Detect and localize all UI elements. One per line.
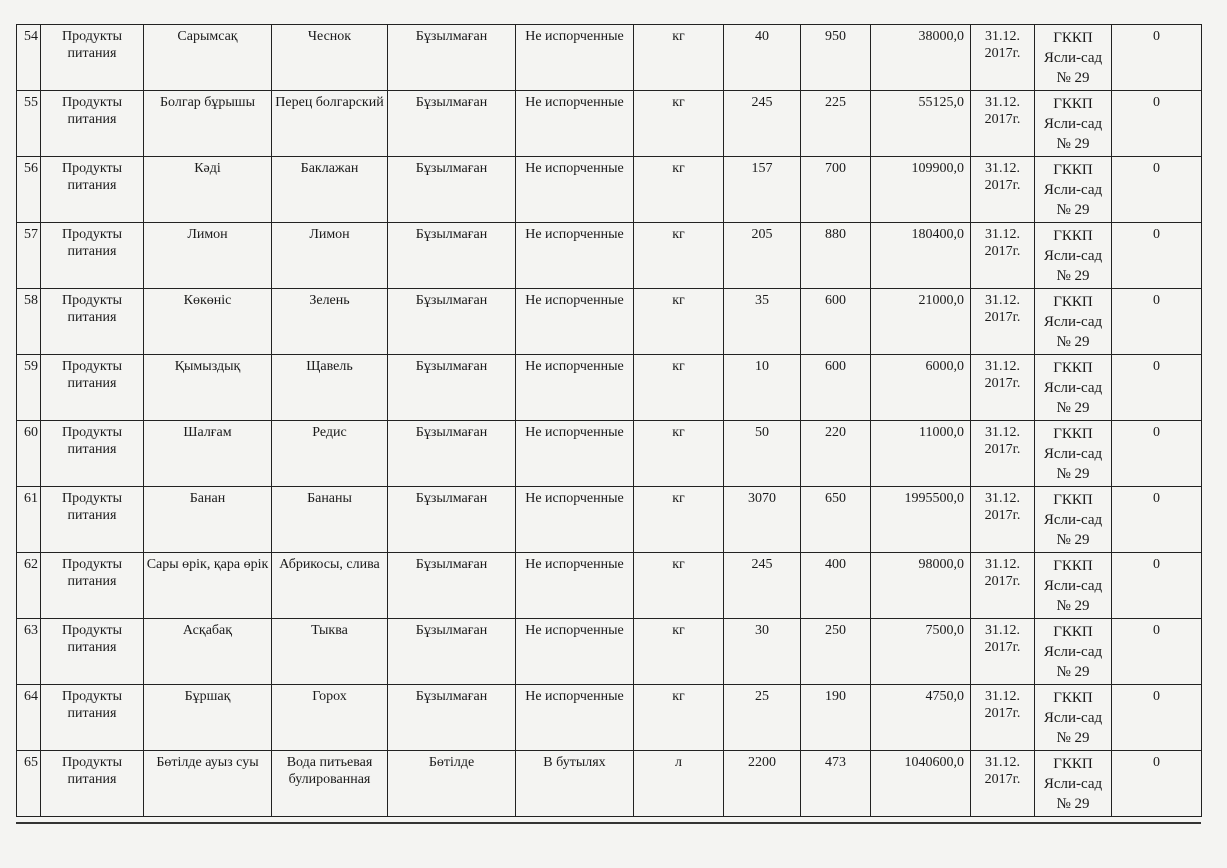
state-ru-cell: Не испорченные	[516, 91, 634, 157]
name-ru-cell: Горох	[272, 685, 388, 751]
date-cell: 31.12. 2017г.	[971, 289, 1035, 355]
table-row	[17, 355, 1202, 421]
date-cell: 31.12. 2017г.	[971, 421, 1035, 487]
sum-cell: 180400,0	[871, 223, 971, 289]
organization-cell: ГККП Ясли-сад № 29	[1035, 223, 1112, 289]
organization-cell: ГККП Ясли-сад № 29	[1035, 487, 1112, 553]
table-row	[17, 289, 1202, 355]
unit-cell: кг	[634, 619, 724, 685]
sum-cell: 21000,0	[871, 289, 971, 355]
state-ru-cell: Не испорченные	[516, 355, 634, 421]
state-kz-cell: Бұзылмаған	[388, 91, 516, 157]
sum-cell: 55125,0	[871, 91, 971, 157]
date-cell: 31.12. 2017г.	[971, 487, 1035, 553]
row-number: 59	[17, 355, 41, 421]
table-row	[17, 25, 1202, 91]
remainder-cell: 0	[1112, 25, 1202, 91]
organization-cell: ГККП Ясли-сад № 29	[1035, 289, 1112, 355]
sum-cell: 98000,0	[871, 553, 971, 619]
row-number: 56	[17, 157, 41, 223]
sum-cell: 38000,0	[871, 25, 971, 91]
row-number: 58	[17, 289, 41, 355]
name-kz-cell: Асқабақ	[144, 619, 272, 685]
category-cell: Продукты питания	[41, 487, 144, 553]
bottom-rule	[16, 822, 1201, 824]
price-cell: 190	[801, 685, 871, 751]
table-row	[17, 421, 1202, 487]
date-cell: 31.12. 2017г.	[971, 157, 1035, 223]
category-cell: Продукты питания	[41, 421, 144, 487]
table-row	[17, 751, 1202, 817]
organization-cell: ГККП Ясли-сад № 29	[1035, 91, 1112, 157]
goods-table	[16, 24, 1202, 817]
quantity-cell: 50	[724, 421, 801, 487]
table-row	[17, 553, 1202, 619]
category-cell: Продукты питания	[41, 355, 144, 421]
name-kz-cell: Көкөніс	[144, 289, 272, 355]
price-cell: 473	[801, 751, 871, 817]
sum-cell: 7500,0	[871, 619, 971, 685]
date-cell: 31.12. 2017г.	[971, 223, 1035, 289]
table-row	[17, 487, 1202, 553]
quantity-cell: 35	[724, 289, 801, 355]
category-cell: Продукты питания	[41, 619, 144, 685]
state-ru-cell: Не испорченные	[516, 685, 634, 751]
name-ru-cell: Баклажан	[272, 157, 388, 223]
organization-cell: ГККП Ясли-сад № 29	[1035, 355, 1112, 421]
organization-cell: ГККП Ясли-сад № 29	[1035, 685, 1112, 751]
state-ru-cell: Не испорченные	[516, 223, 634, 289]
state-ru-cell: Не испорченные	[516, 421, 634, 487]
name-ru-cell: Бананы	[272, 487, 388, 553]
quantity-cell: 2200	[724, 751, 801, 817]
state-kz-cell: Бұзылмаған	[388, 553, 516, 619]
table-row	[17, 619, 1202, 685]
state-kz-cell: Бұзылмаған	[388, 289, 516, 355]
row-number: 54	[17, 25, 41, 91]
name-ru-cell: Редис	[272, 421, 388, 487]
state-kz-cell: Бұзылмаған	[388, 157, 516, 223]
state-kz-cell: Бұзылмаған	[388, 619, 516, 685]
quantity-cell: 3070	[724, 487, 801, 553]
category-cell: Продукты питания	[41, 157, 144, 223]
quantity-cell: 25	[724, 685, 801, 751]
state-kz-cell: Бөтілде	[388, 751, 516, 817]
quantity-cell: 245	[724, 91, 801, 157]
remainder-cell: 0	[1112, 355, 1202, 421]
row-number: 60	[17, 421, 41, 487]
organization-cell: ГККП Ясли-сад № 29	[1035, 421, 1112, 487]
price-cell: 220	[801, 421, 871, 487]
category-cell: Продукты питания	[41, 223, 144, 289]
price-cell: 250	[801, 619, 871, 685]
state-ru-cell: Не испорченные	[516, 553, 634, 619]
category-cell: Продукты питания	[41, 91, 144, 157]
organization-cell: ГККП Ясли-сад № 29	[1035, 619, 1112, 685]
name-ru-cell: Перец болгарский	[272, 91, 388, 157]
price-cell: 225	[801, 91, 871, 157]
state-kz-cell: Бұзылмаған	[388, 25, 516, 91]
date-cell: 31.12. 2017г.	[971, 553, 1035, 619]
table-row	[17, 685, 1202, 751]
name-ru-cell: Чеснок	[272, 25, 388, 91]
name-kz-cell: Шалғам	[144, 421, 272, 487]
quantity-cell: 40	[724, 25, 801, 91]
price-cell: 650	[801, 487, 871, 553]
state-ru-cell: Не испорченные	[516, 487, 634, 553]
unit-cell: кг	[634, 25, 724, 91]
remainder-cell: 0	[1112, 421, 1202, 487]
unit-cell: кг	[634, 289, 724, 355]
name-kz-cell: Сары өрік, қара өрік	[144, 553, 272, 619]
quantity-cell: 30	[724, 619, 801, 685]
row-number: 57	[17, 223, 41, 289]
date-cell: 31.12. 2017г.	[971, 91, 1035, 157]
remainder-cell: 0	[1112, 553, 1202, 619]
quantity-cell: 245	[724, 553, 801, 619]
unit-cell: кг	[634, 157, 724, 223]
row-number: 55	[17, 91, 41, 157]
quantity-cell: 205	[724, 223, 801, 289]
unit-cell: кг	[634, 223, 724, 289]
state-ru-cell: Не испорченные	[516, 619, 634, 685]
sum-cell: 6000,0	[871, 355, 971, 421]
date-cell: 31.12. 2017г.	[971, 25, 1035, 91]
unit-cell: кг	[634, 91, 724, 157]
unit-cell: кг	[634, 487, 724, 553]
remainder-cell: 0	[1112, 289, 1202, 355]
price-cell: 700	[801, 157, 871, 223]
row-number: 62	[17, 553, 41, 619]
table-row	[17, 223, 1202, 289]
remainder-cell: 0	[1112, 751, 1202, 817]
price-cell: 400	[801, 553, 871, 619]
row-number: 63	[17, 619, 41, 685]
sum-cell: 4750,0	[871, 685, 971, 751]
unit-cell: кг	[634, 421, 724, 487]
category-cell: Продукты питания	[41, 289, 144, 355]
name-ru-cell: Зелень	[272, 289, 388, 355]
state-ru-cell: Не испорченные	[516, 157, 634, 223]
table-row	[17, 91, 1202, 157]
unit-cell: кг	[634, 553, 724, 619]
remainder-cell: 0	[1112, 223, 1202, 289]
state-ru-cell: Не испорченные	[516, 25, 634, 91]
remainder-cell: 0	[1112, 685, 1202, 751]
state-ru-cell: В бутылях	[516, 751, 634, 817]
sum-cell: 1995500,0	[871, 487, 971, 553]
date-cell: 31.12. 2017г.	[971, 355, 1035, 421]
row-number: 64	[17, 685, 41, 751]
price-cell: 600	[801, 289, 871, 355]
quantity-cell: 10	[724, 355, 801, 421]
remainder-cell: 0	[1112, 619, 1202, 685]
price-cell: 600	[801, 355, 871, 421]
name-ru-cell: Абрикосы, слива	[272, 553, 388, 619]
name-kz-cell: Бұршақ	[144, 685, 272, 751]
name-kz-cell: Бөтілде ауыз суы	[144, 751, 272, 817]
name-ru-cell: Вода питьевая булированная	[272, 751, 388, 817]
category-cell: Продукты питания	[41, 685, 144, 751]
name-kz-cell: Сарымсақ	[144, 25, 272, 91]
state-ru-cell: Не испорченные	[516, 289, 634, 355]
name-ru-cell: Тыква	[272, 619, 388, 685]
state-kz-cell: Бұзылмаған	[388, 223, 516, 289]
organization-cell: ГККП Ясли-сад № 29	[1035, 553, 1112, 619]
organization-cell: ГККП Ясли-сад № 29	[1035, 751, 1112, 817]
row-number: 61	[17, 487, 41, 553]
sum-cell: 109900,0	[871, 157, 971, 223]
remainder-cell: 0	[1112, 487, 1202, 553]
remainder-cell: 0	[1112, 157, 1202, 223]
unit-cell: л	[634, 751, 724, 817]
organization-cell: ГККП Ясли-сад № 29	[1035, 25, 1112, 91]
state-kz-cell: Бұзылмаған	[388, 487, 516, 553]
name-kz-cell: Лимон	[144, 223, 272, 289]
organization-cell: ГККП Ясли-сад № 29	[1035, 157, 1112, 223]
sum-cell: 1040600,0	[871, 751, 971, 817]
unit-cell: кг	[634, 355, 724, 421]
price-cell: 950	[801, 25, 871, 91]
date-cell: 31.12. 2017г.	[971, 751, 1035, 817]
sum-cell: 11000,0	[871, 421, 971, 487]
table-body	[17, 25, 1202, 817]
category-cell: Продукты питания	[41, 25, 144, 91]
state-kz-cell: Бұзылмаған	[388, 685, 516, 751]
table-row	[17, 157, 1202, 223]
state-kz-cell: Бұзылмаған	[388, 355, 516, 421]
date-cell: 31.12. 2017г.	[971, 685, 1035, 751]
state-kz-cell: Бұзылмаған	[388, 421, 516, 487]
unit-cell: кг	[634, 685, 724, 751]
name-ru-cell: Лимон	[272, 223, 388, 289]
date-cell: 31.12. 2017г.	[971, 619, 1035, 685]
name-ru-cell: Щавель	[272, 355, 388, 421]
name-kz-cell: Кәді	[144, 157, 272, 223]
price-cell: 880	[801, 223, 871, 289]
category-cell: Продукты питания	[41, 751, 144, 817]
category-cell: Продукты питания	[41, 553, 144, 619]
name-kz-cell: Банан	[144, 487, 272, 553]
name-kz-cell: Болгар бұрышы	[144, 91, 272, 157]
quantity-cell: 157	[724, 157, 801, 223]
remainder-cell: 0	[1112, 91, 1202, 157]
name-kz-cell: Қымыздық	[144, 355, 272, 421]
row-number: 65	[17, 751, 41, 817]
